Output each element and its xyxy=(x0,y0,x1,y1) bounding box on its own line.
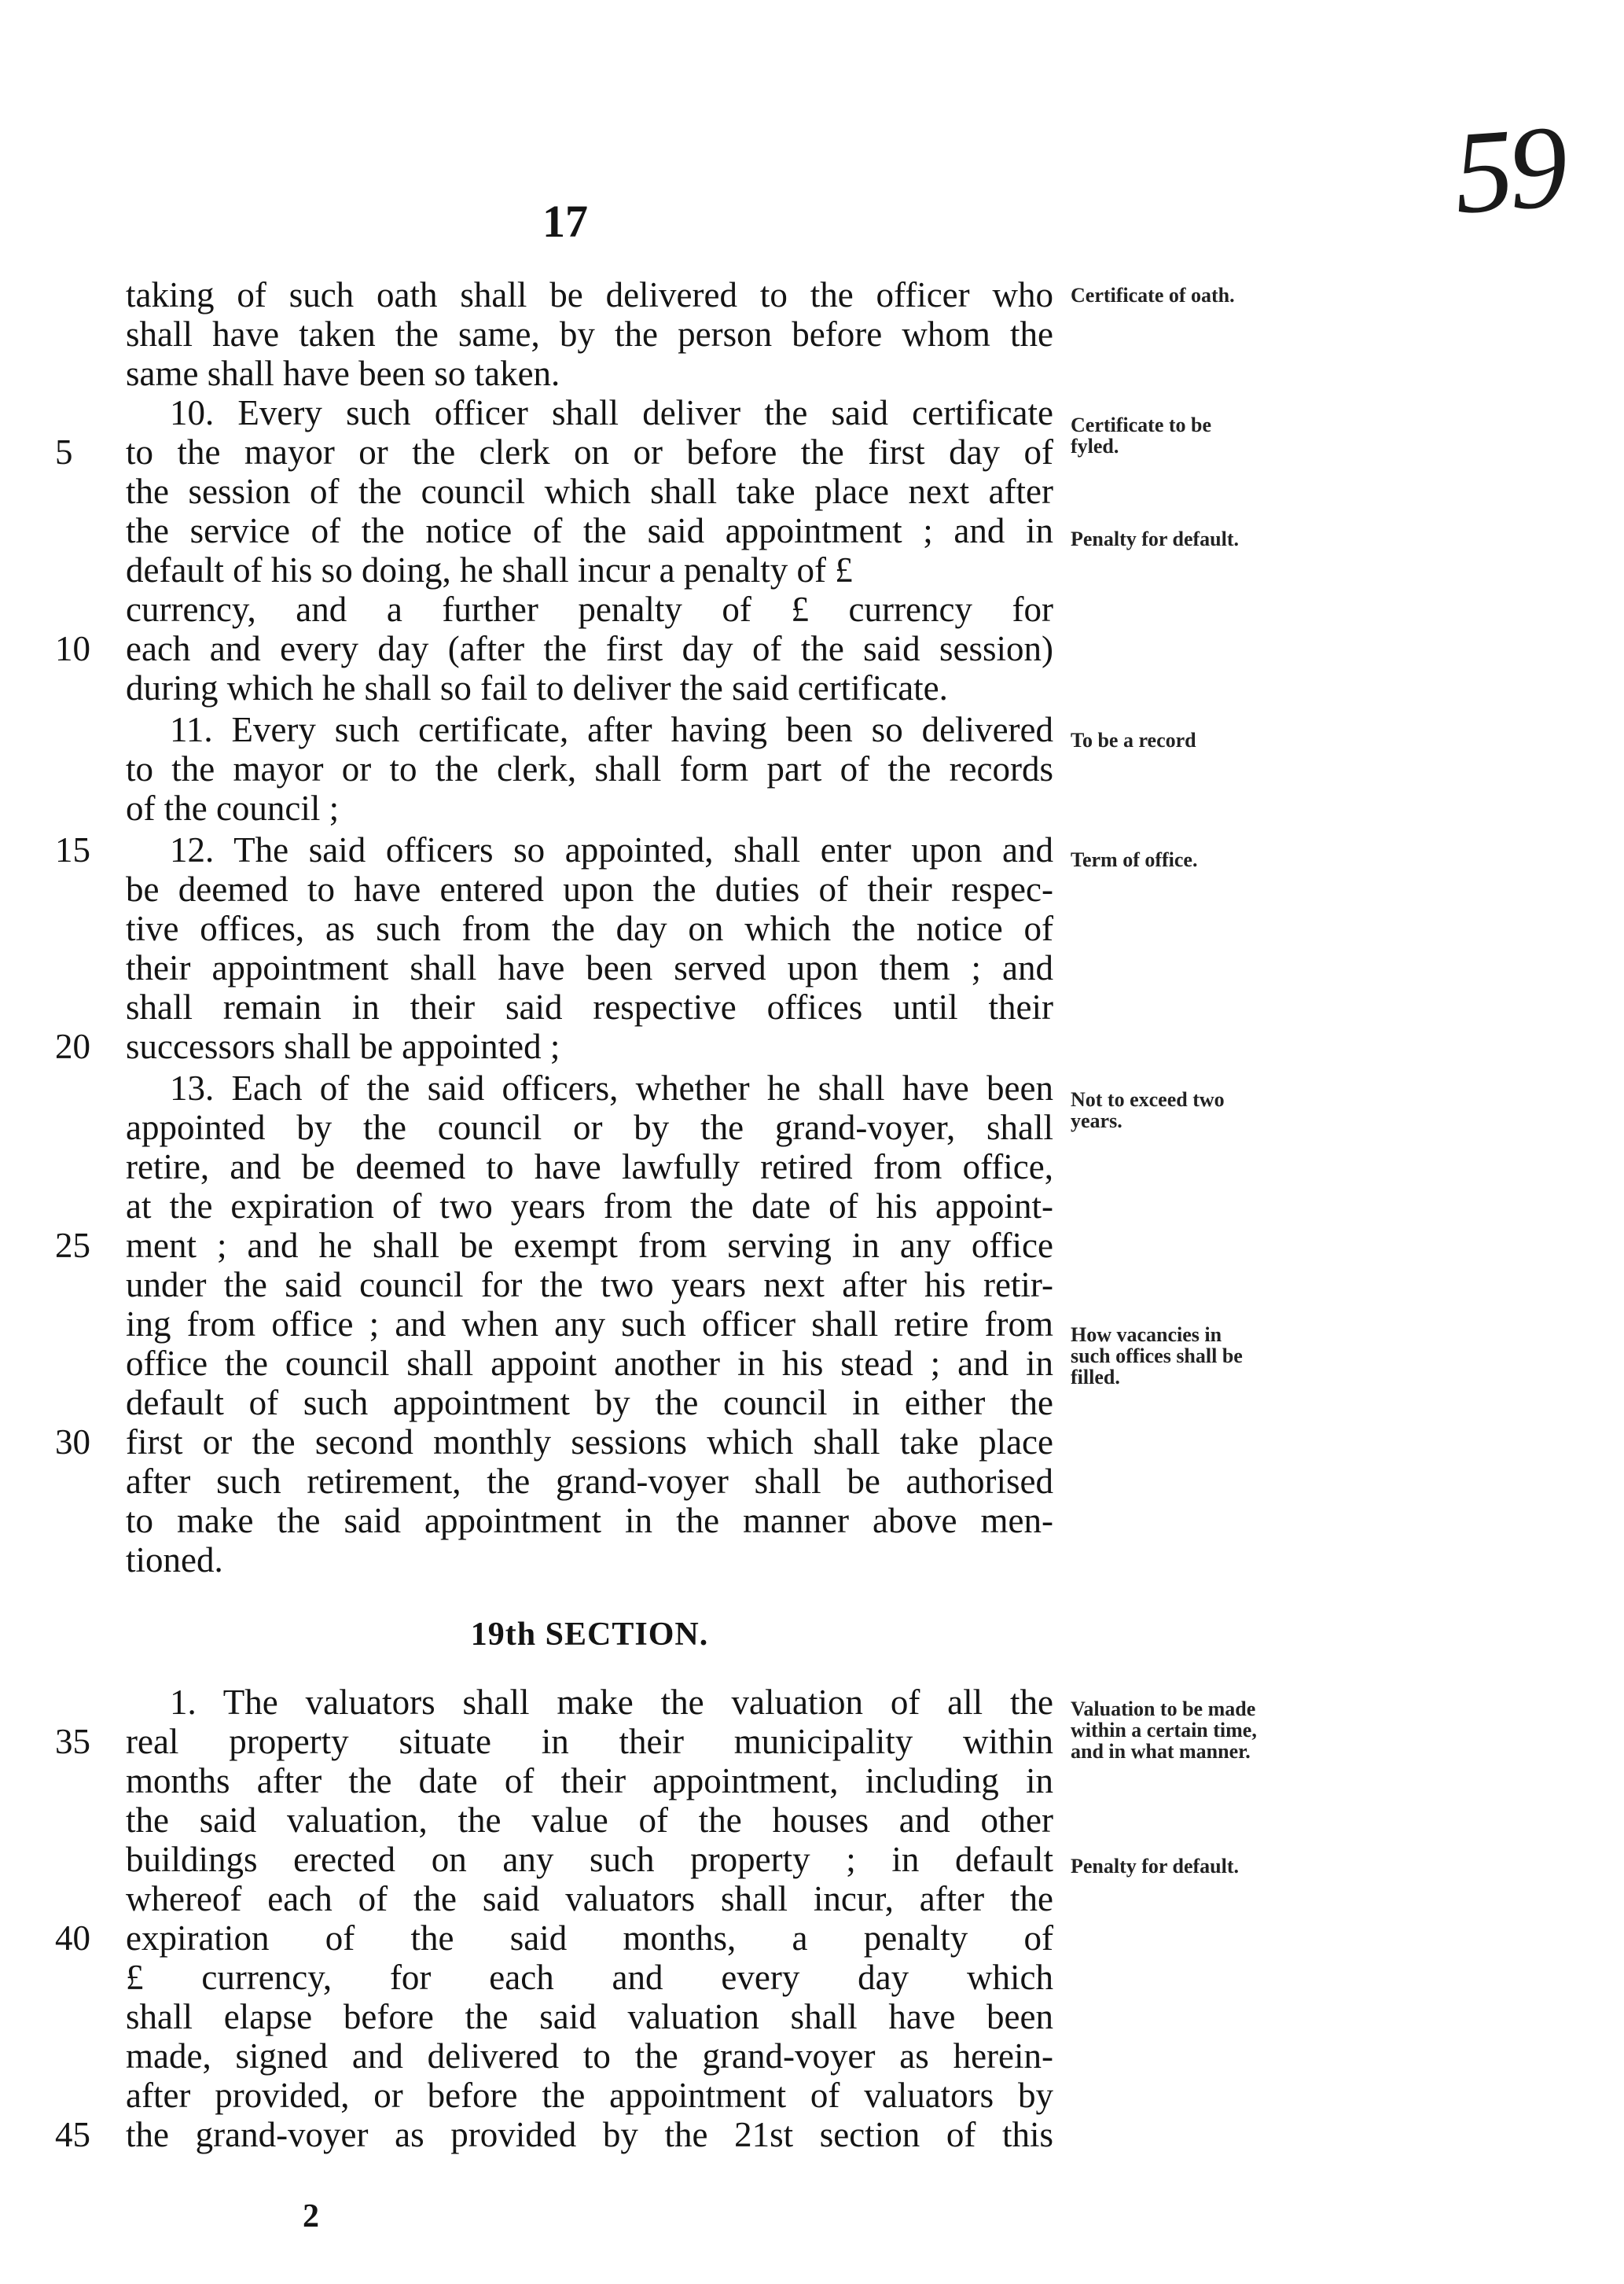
text-line: first or the second monthly sessions which shall take place xyxy=(126,1422,1053,1462)
text-line: the said valuation, the value of the houses and other xyxy=(126,1800,1053,1840)
signature-mark: 2 xyxy=(303,2198,319,2234)
text-line: buildings erected on any such property ; in default xyxy=(126,1840,1053,1879)
text-line: currency, and a further penalty of £ currency for xyxy=(126,590,1053,629)
text-line: after such retirement, the grand-voyer shall be authorised xyxy=(126,1462,1053,1501)
line-number: 20 xyxy=(55,1027,90,1066)
text-line: default of his so doing, he shall incur a penalty of £ xyxy=(126,550,853,590)
margin-note: Term of office. xyxy=(1071,848,1198,871)
text-line: each and every day (after the first day of the said session) xyxy=(126,629,1053,668)
text-line: default of such appointment by the council in either the xyxy=(126,1383,1053,1422)
text-line: 12. The said officers so appointed, shall enter upon and xyxy=(170,830,1053,870)
text-line: shall have taken the same, by the person before whom the xyxy=(126,314,1053,354)
margin-note: Penalty for default. xyxy=(1071,528,1239,550)
text-line: made, signed and delivered to the grand-voyer as herein- xyxy=(126,2036,1053,2076)
text-line: appointed by the council or by the grand-voyer, shall xyxy=(126,1108,1053,1147)
margin-note: How vacancies in such offices shall be filled. xyxy=(1071,1323,1243,1388)
line-number: 25 xyxy=(55,1226,90,1265)
text-line: of the council ; xyxy=(126,789,340,828)
text-line: ment ; and he shall be exempt from serving in any office xyxy=(126,1226,1053,1265)
text-line: ing from office ; and when any such officer shall retire from xyxy=(126,1304,1053,1344)
text-line: during which he shall so fail to deliver the said certificate. xyxy=(126,668,948,708)
text-line: 10. Every such officer shall deliver the said certificate xyxy=(170,393,1053,432)
text-line: successors shall be appointed ; xyxy=(126,1027,560,1066)
archive-number: 59 xyxy=(1449,101,1567,239)
page-number: 17 xyxy=(542,196,588,247)
margin-note: To be a record xyxy=(1071,729,1196,752)
margin-note: Valuation to be made within a certain time, and in what manner. xyxy=(1071,1697,1257,1763)
text-line: 11. Every such certificate, after having been so delivered xyxy=(170,710,1053,749)
line-number: 5 xyxy=(55,432,73,472)
text-line: at the expiration of two years from the date of his appoint- xyxy=(126,1186,1053,1226)
line-number: 10 xyxy=(55,629,90,668)
text-line: to the mayor or the clerk on or before the first day of xyxy=(126,432,1053,472)
text-line: after provided, or before the appointment of valuators by xyxy=(126,2076,1053,2115)
text-line: £ currency, for each and every day which xyxy=(126,1958,1053,1997)
text-line: tive offices, as such from the day on which the notice of xyxy=(126,909,1053,948)
text-line: their appointment shall have been served upon them ; and xyxy=(126,948,1053,988)
text-line: shall elapse before the said valuation shall have been xyxy=(126,1997,1053,2036)
text-line: retire, and be deemed to have lawfully retired from office, xyxy=(126,1147,1053,1186)
margin-note: Not to exceed two years. xyxy=(1071,1088,1225,1132)
text-line: under the said council for the two years next after his retir- xyxy=(126,1265,1053,1304)
text-line: expiration of the said months, a penalty of xyxy=(126,1918,1053,1958)
line-number: 30 xyxy=(55,1422,90,1462)
margin-note: Penalty for default. xyxy=(1071,1855,1239,1878)
text-line: to the mayor or to the clerk, shall form part of the records xyxy=(126,749,1053,789)
text-line: be deemed to have entered upon the duties of their respec- xyxy=(126,870,1053,909)
text-line: whereof each of the said valuators shall incur, after the xyxy=(126,1879,1053,1918)
text-line: 1. The valuators shall make the valuation of all the xyxy=(170,1683,1053,1722)
text-line: same shall have been so taken. xyxy=(126,354,560,393)
text-line: the session of the council which shall take place next after xyxy=(126,472,1053,511)
line-number: 35 xyxy=(55,1722,90,1761)
line-number: 45 xyxy=(55,2115,90,2154)
text-line: tioned. xyxy=(126,1540,223,1580)
text-line: real property situate in their municipality within xyxy=(126,1722,1053,1761)
margin-note: Certificate of oath. xyxy=(1071,284,1235,307)
line-number: 15 xyxy=(55,830,90,870)
text-line: months after the date of their appointment, including in xyxy=(126,1761,1053,1800)
text-line: the service of the notice of the said appointment ; and in xyxy=(126,511,1053,550)
text-line: office the council shall appoint another in his stead ; and in xyxy=(126,1344,1053,1383)
text-line: the grand-voyer as provided by the 21st section of this xyxy=(126,2115,1053,2154)
section-heading: 19th SECTION. xyxy=(470,1616,709,1653)
text-line: taking of such oath shall be delivered to the officer who xyxy=(126,275,1053,314)
line-number: 40 xyxy=(55,1918,90,1958)
margin-note: Certificate to be fyled. xyxy=(1071,414,1212,458)
text-line: 13. Each of the said officers, whether he shall have been xyxy=(170,1068,1053,1108)
text-line: to make the said appointment in the manner above men- xyxy=(126,1501,1053,1540)
text-line: shall remain in their said respective offices until their xyxy=(126,988,1053,1027)
